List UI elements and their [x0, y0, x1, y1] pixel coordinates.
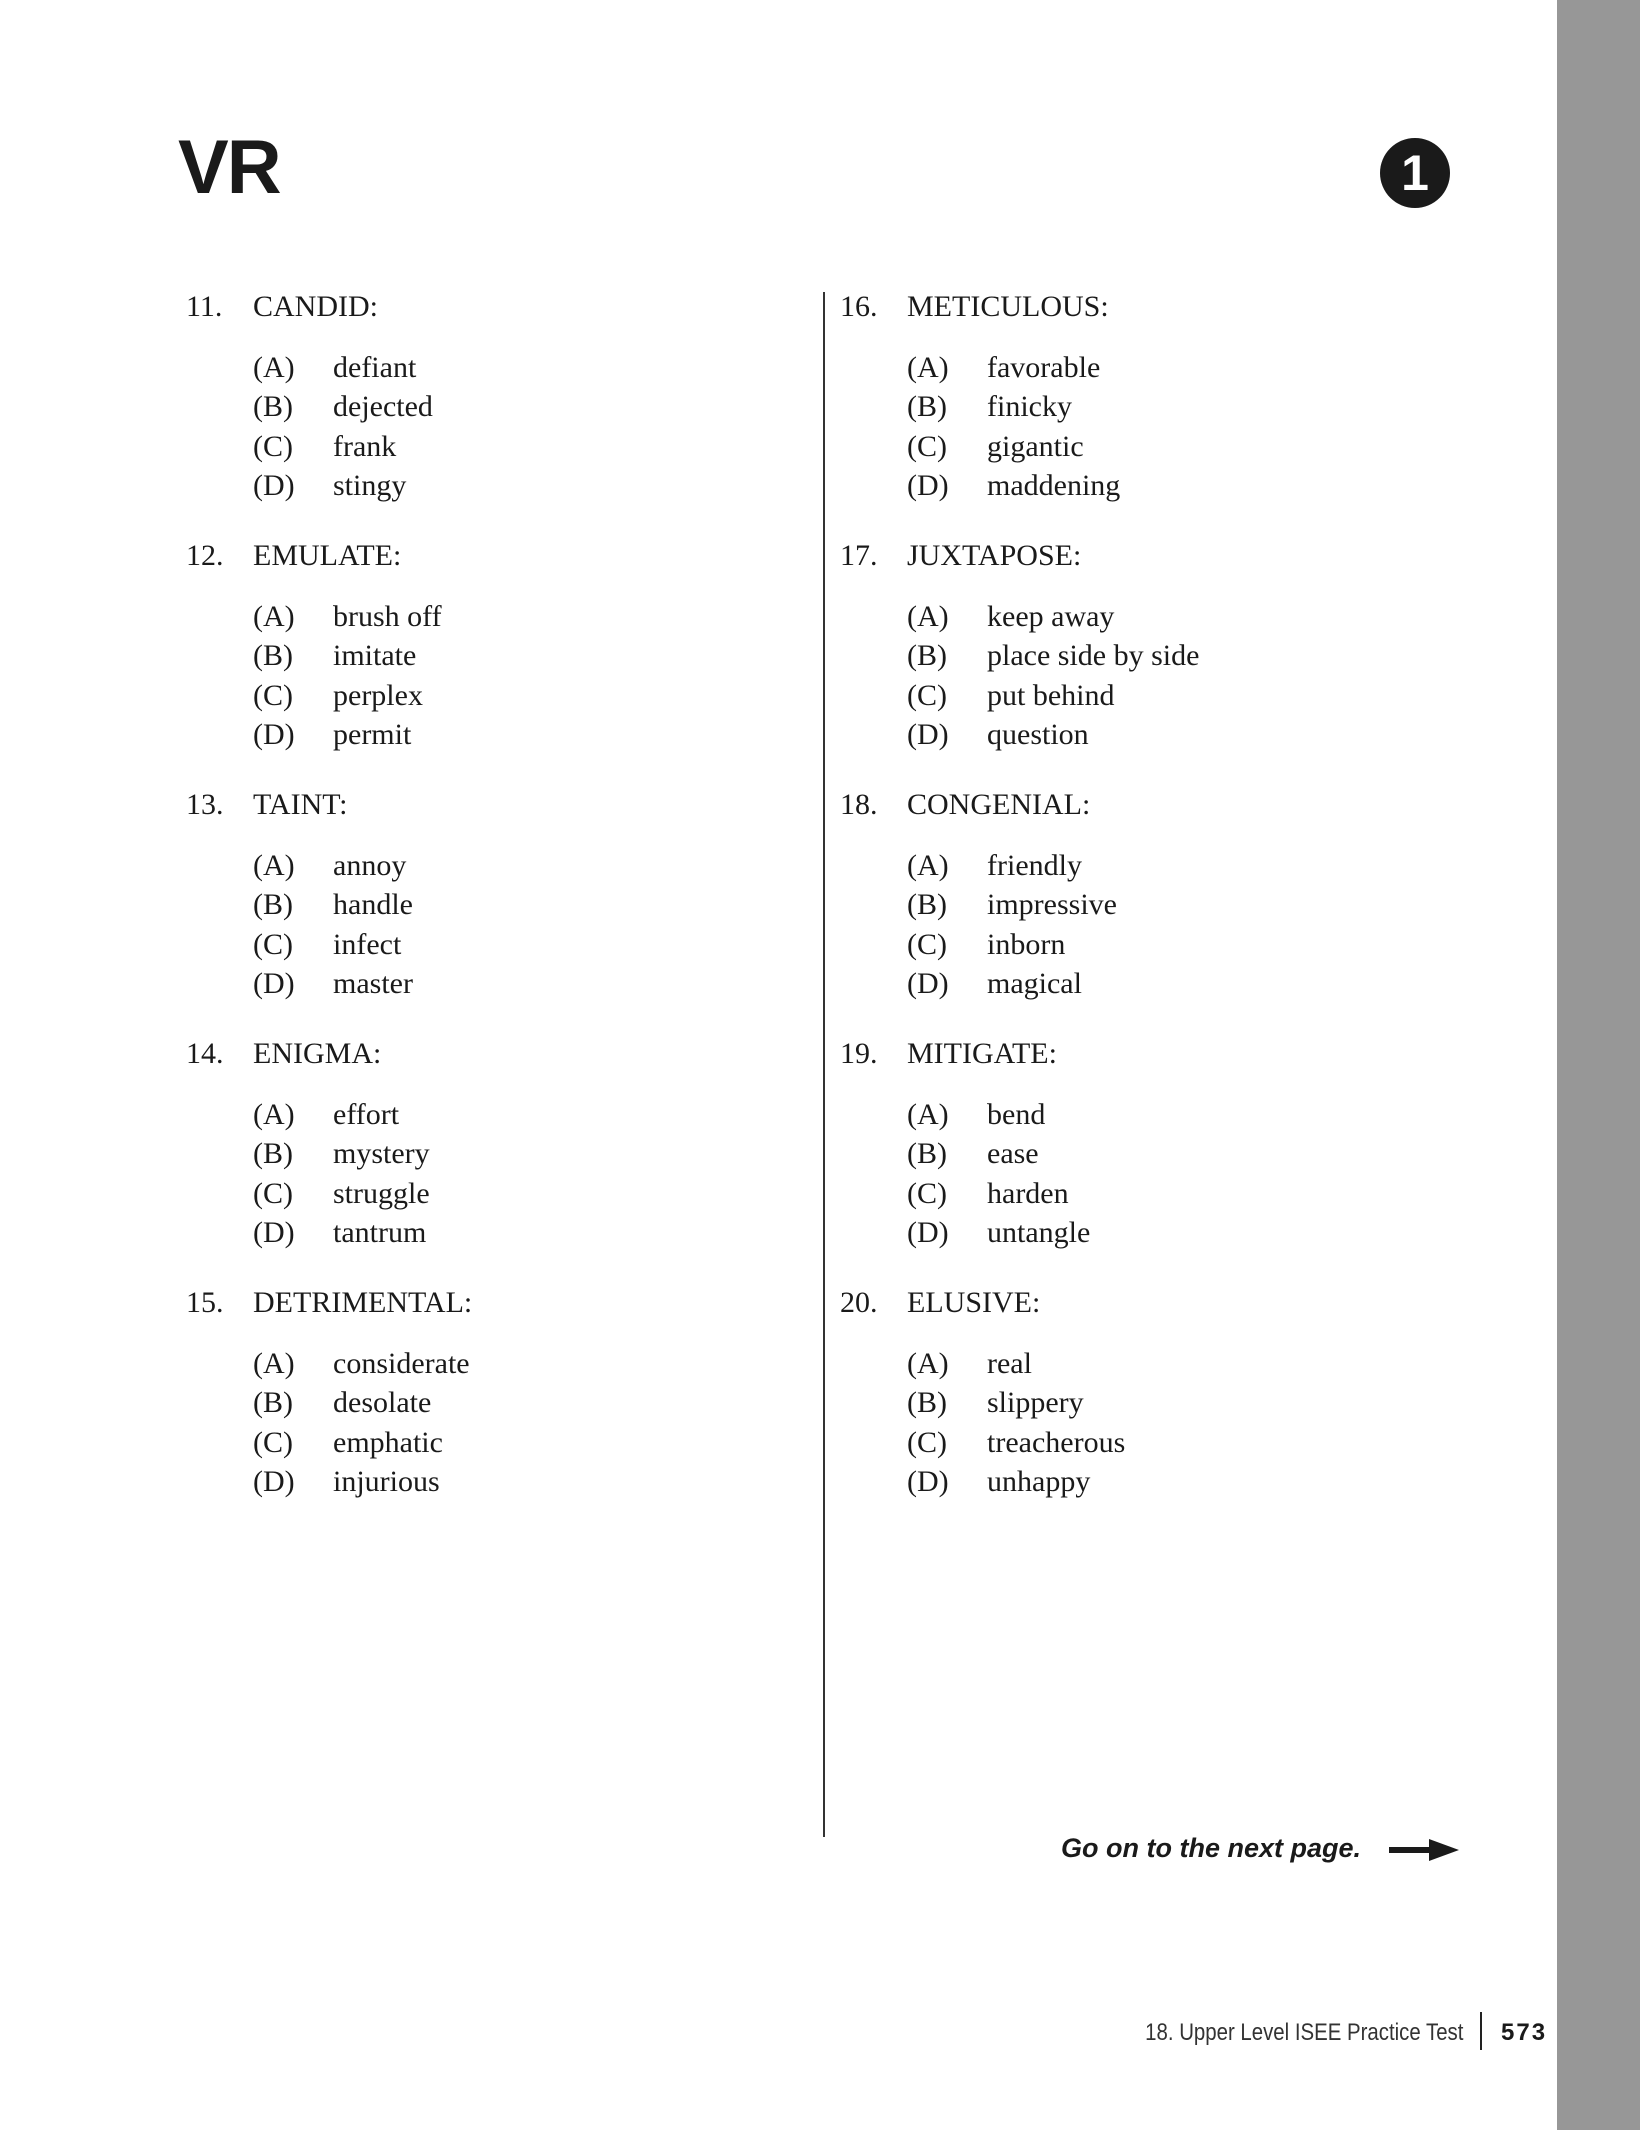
- option-text: brush off: [333, 600, 442, 633]
- option-text: permit: [333, 718, 412, 752]
- option-text: imitate: [333, 639, 417, 673]
- option-text: maddening: [987, 469, 1121, 503]
- question-number: 15.: [186, 1286, 224, 1319]
- question-word: JUXTAPOSE:: [907, 539, 1082, 572]
- option-letter: (C): [907, 678, 947, 712]
- option-text: injurious: [333, 1465, 440, 1499]
- option-text: impressive: [987, 888, 1117, 922]
- question-word: ENIGMA:: [253, 1037, 382, 1070]
- option-text: perplex: [333, 678, 423, 712]
- section-title: VR: [178, 125, 280, 210]
- option-text: effort: [333, 1098, 400, 1131]
- option-letter: (A): [253, 1098, 295, 1131]
- option-text: struggle: [333, 1176, 430, 1210]
- option-letter: (B): [907, 639, 947, 673]
- option-text: keep away: [987, 600, 1115, 633]
- option-letter: (A): [253, 351, 295, 384]
- option-letter: (A): [907, 351, 949, 384]
- option-letter: (A): [907, 1347, 949, 1380]
- option-letter: (A): [907, 1098, 949, 1131]
- option-letter: (B): [907, 1386, 947, 1420]
- question-number: 13.: [186, 788, 224, 821]
- option-text: favorable: [987, 351, 1101, 384]
- option-text: gigantic: [987, 429, 1084, 463]
- question-number: 19.: [840, 1037, 878, 1070]
- option-letter: (D): [253, 469, 295, 503]
- option-text: frank: [333, 429, 397, 463]
- question-word: EMULATE:: [253, 539, 402, 572]
- option-letter: (A): [253, 600, 295, 633]
- option-letter: (D): [907, 1465, 949, 1499]
- option-letter: (D): [907, 469, 949, 503]
- question-number: 12.: [186, 539, 224, 572]
- option-text: finicky: [987, 390, 1072, 424]
- question-word: CANDID:: [253, 290, 378, 323]
- option-letter: (C): [907, 1176, 947, 1210]
- option-text: magical: [987, 967, 1082, 1001]
- option-letter: (C): [253, 1425, 293, 1459]
- option-letter: (B): [253, 888, 293, 922]
- option-letter: (B): [907, 888, 947, 922]
- option-text: question: [987, 718, 1089, 752]
- option-letter: (B): [253, 639, 293, 673]
- option-letter: (D): [253, 1465, 295, 1499]
- option-text: mystery: [333, 1137, 430, 1171]
- option-text: real: [987, 1347, 1032, 1380]
- next-page-instruction: Go on to the next page.: [1061, 1833, 1362, 1863]
- option-letter: (B): [907, 1137, 947, 1171]
- option-text: stingy: [333, 469, 407, 503]
- option-text: untangle: [987, 1216, 1091, 1250]
- footer-divider: [1480, 2012, 1482, 2050]
- option-text: put behind: [987, 678, 1115, 712]
- column-divider: [823, 292, 825, 1837]
- option-text: master: [333, 967, 413, 1001]
- option-letter: (C): [907, 927, 947, 961]
- option-letter: (B): [253, 1137, 293, 1171]
- option-letter: (D): [253, 1216, 295, 1250]
- option-letter: (C): [253, 1176, 293, 1210]
- option-letter: (C): [253, 678, 293, 712]
- question-word: CONGENIAL:: [907, 788, 1091, 821]
- option-text: harden: [987, 1176, 1069, 1210]
- option-text: annoy: [333, 849, 407, 882]
- option-letter: (B): [253, 390, 293, 424]
- question-number: 16.: [840, 290, 878, 323]
- question-number: 20.: [840, 1286, 878, 1319]
- question-word: ELUSIVE:: [907, 1286, 1041, 1319]
- page-number: 573: [1501, 2019, 1548, 2046]
- section-number-badge: 1: [1380, 138, 1450, 208]
- chapter-label: 18. Upper Level ISEE Practice Test: [1144, 2019, 1463, 2046]
- option-letter: (C): [907, 429, 947, 463]
- option-text: tantrum: [333, 1216, 427, 1250]
- arrow-right-icon: [1389, 1838, 1459, 1862]
- option-text: friendly: [987, 849, 1082, 882]
- option-text: handle: [333, 888, 413, 922]
- option-text: considerate: [333, 1347, 470, 1380]
- page-edge-tab: [1557, 0, 1640, 2130]
- option-text: infect: [333, 927, 402, 961]
- option-letter: (C): [253, 927, 293, 961]
- question-number: 17.: [840, 539, 878, 572]
- option-letter: (B): [253, 1386, 293, 1420]
- option-letter: (B): [907, 390, 947, 424]
- option-letter: (D): [907, 718, 949, 752]
- option-letter: (A): [253, 1347, 295, 1380]
- option-letter: (D): [907, 1216, 949, 1250]
- question-number: 18.: [840, 788, 878, 821]
- option-letter: (D): [253, 967, 295, 1001]
- question-number: 11.: [186, 290, 223, 323]
- option-text: inborn: [987, 927, 1066, 961]
- option-text: bend: [987, 1098, 1046, 1131]
- option-text: dejected: [333, 390, 433, 424]
- option-letter: (C): [253, 429, 293, 463]
- option-text: defiant: [333, 351, 417, 384]
- option-letter: (D): [253, 718, 295, 752]
- question-word: DETRIMENTAL:: [253, 1286, 473, 1319]
- option-text: unhappy: [987, 1465, 1091, 1499]
- question-number: 14.: [186, 1037, 224, 1070]
- option-letter: (D): [907, 967, 949, 1001]
- question-word: METICULOUS:: [907, 290, 1109, 323]
- question-word: MITIGATE:: [907, 1037, 1057, 1070]
- question-word: TAINT:: [253, 788, 348, 821]
- option-text: treacherous: [987, 1425, 1126, 1459]
- option-letter: (A): [253, 849, 295, 882]
- option-text: emphatic: [333, 1425, 443, 1459]
- option-text: place side by side: [987, 639, 1200, 673]
- option-letter: (A): [907, 600, 949, 633]
- option-text: slippery: [987, 1386, 1084, 1420]
- option-text: ease: [987, 1137, 1039, 1171]
- option-letter: (A): [907, 849, 949, 882]
- option-letter: (C): [907, 1425, 947, 1459]
- option-text: desolate: [333, 1386, 432, 1420]
